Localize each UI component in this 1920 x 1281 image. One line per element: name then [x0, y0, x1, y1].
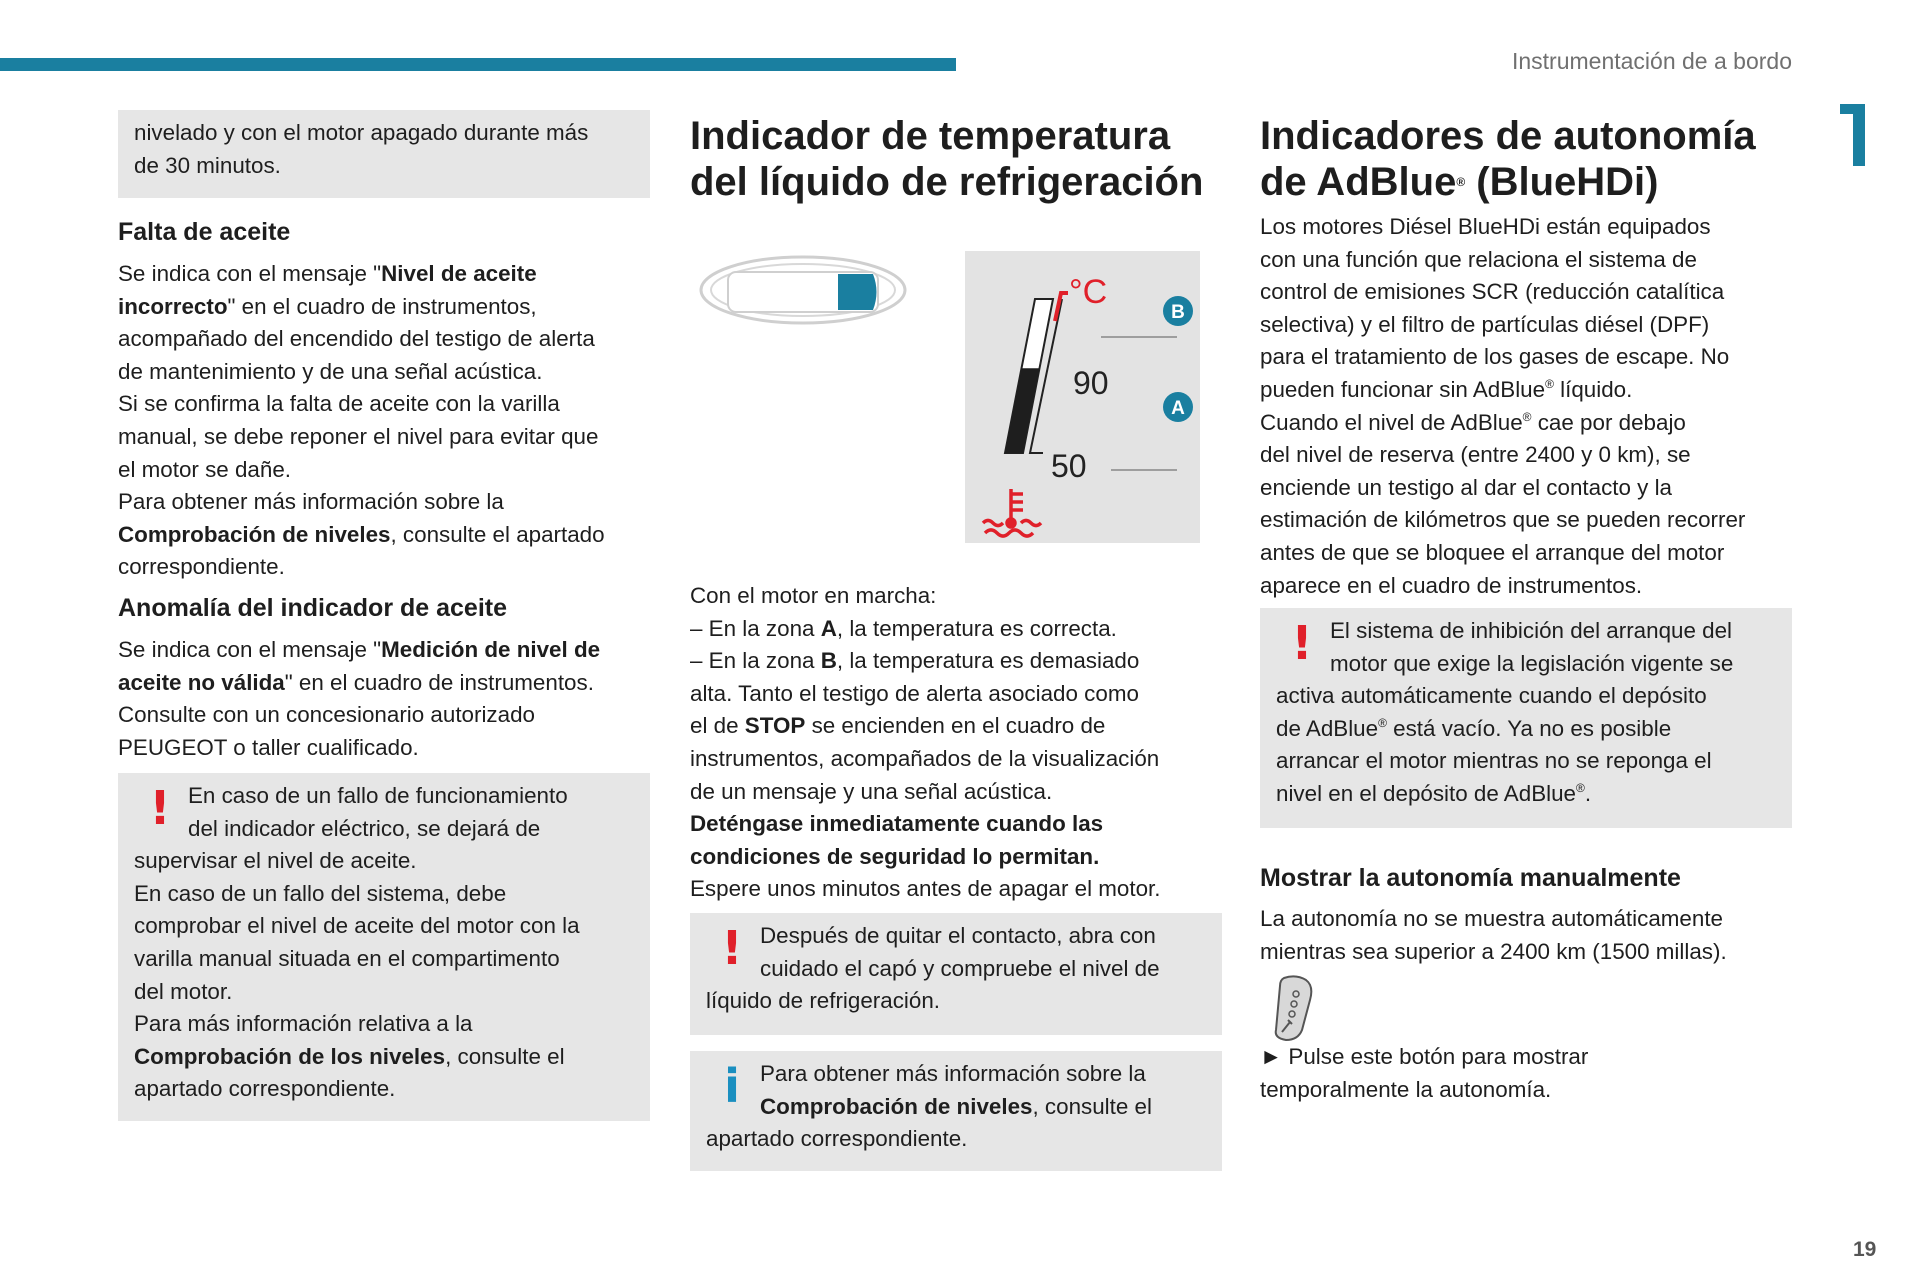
bold-text: Comprobación de los niveles	[134, 1043, 446, 1069]
zone-b-label: B	[1171, 302, 1185, 323]
text-line: de mantenimiento y de una señal acústica.	[118, 358, 543, 384]
text-span: Se indica con el mensaje "	[118, 261, 382, 286]
text-line: comprobar el nivel de aceite del motor con la	[134, 913, 580, 939]
text-line: del indicador eléctrico, se dejará de	[188, 815, 541, 841]
text-line	[706, 1091, 1206, 1124]
text-line	[118, 667, 600, 700]
warning-box-coolant	[690, 913, 1222, 1035]
text-span: (BlueHDi)	[1465, 160, 1659, 204]
zone-a-label: A	[1171, 398, 1185, 419]
paragraph-adblue	[1260, 211, 1745, 602]
cluster-highlight	[838, 274, 877, 310]
text-line: supervisar el nivel de aceite.	[134, 848, 417, 874]
text-span: líquido.	[1553, 376, 1633, 402]
text-line: enciende un testigo al dar el contacto y la	[1260, 474, 1673, 500]
paragraph-anomalia	[118, 634, 600, 764]
chapter-number-1	[1840, 104, 1865, 166]
text-line	[690, 710, 1161, 743]
text-line: Con el motor en marcha:	[690, 583, 937, 608]
text-span: pueden funcionar sin AdBlue	[1260, 376, 1546, 402]
text-line: del motor.	[134, 978, 233, 1004]
text-span: , consulte el	[1032, 1093, 1152, 1119]
text-line: activa automáticamente cuando el depósito	[1276, 683, 1707, 709]
registered-mark: ®	[1545, 376, 1554, 391]
bold-text: Deténgase inmediatamente cuando las	[690, 811, 1104, 837]
text-span: cae por debajo	[1531, 409, 1686, 435]
warning-text	[1276, 615, 1776, 811]
text-line	[690, 841, 1161, 874]
info-text	[706, 1058, 1206, 1156]
text-line: varilla manual situada en el compartimento	[134, 945, 560, 971]
text-line: Consulte con un concesionario autorizado	[118, 702, 535, 728]
text-span: Cuando el nivel de AdBlue	[1260, 409, 1523, 435]
instrument-cluster-illustration	[698, 252, 908, 332]
text-line	[118, 258, 605, 291]
gauge-tick-50: 50	[1051, 448, 1087, 484]
warning-box-oil	[118, 773, 650, 1121]
text-line: temporalmente la autonomía.	[1260, 1076, 1552, 1102]
text-line: mientras sea superior a 2400 km (1500 millas).	[1260, 938, 1727, 964]
text-line: nivelado y con el motor apagado durante más	[134, 120, 589, 145]
text-line: líquido de refrigeración.	[706, 988, 940, 1014]
text-line: PEUGEOT o taller cualificado.	[118, 734, 419, 760]
warning-text	[706, 920, 1206, 1018]
text-span: .	[1584, 780, 1592, 806]
text-line: instrumentos, acompañados de la visualización	[690, 745, 1160, 771]
text-line: Si se confirma la falta de aceite con la varilla	[118, 391, 560, 417]
text-span: de AdBlue	[1276, 715, 1379, 741]
text-span: " en el cuadro de instrumentos.	[284, 669, 594, 695]
text-line: En caso de un fallo del sistema, debe	[134, 880, 507, 906]
bold-text: Medición de nivel de	[381, 637, 601, 662]
info-box	[690, 1051, 1222, 1171]
warning-icon: !	[1291, 616, 1313, 670]
gauge-unit: °C	[1069, 273, 1108, 311]
bold-text: condiciones de seguridad lo permitan.	[690, 843, 1100, 869]
info-icon: i	[724, 1059, 740, 1113]
heading-manual-range: Mostrar la autonomía manualmente	[1260, 864, 1681, 892]
bold-text: STOP	[744, 713, 806, 739]
gauge-tick-90: 90	[1073, 365, 1109, 401]
text-span: Indicadores de autonomía	[1260, 114, 1756, 158]
text-line: aparece en el cuadro de instrumentos.	[1260, 572, 1643, 598]
text-span: , consulte el	[445, 1043, 565, 1069]
text-line: antes de que se bloquee el arranque del motor	[1260, 539, 1725, 565]
text-line: alta. Tanto el testigo de alerta asociado como	[690, 680, 1139, 706]
text-line: selectiva) y el filtro de partículas diésel (DPF)	[1260, 311, 1710, 337]
text-line	[1260, 374, 1745, 407]
warning-box-adblue	[1260, 608, 1792, 828]
text-line: El sistema de inhibición del arranque del	[1330, 618, 1733, 643]
text-line: el motor se dañe.	[118, 456, 292, 482]
text-span: – En la zona	[690, 615, 821, 641]
text-line: Para obtener más información sobre la	[760, 1061, 1146, 1086]
registered-mark: ®	[1456, 175, 1466, 189]
text-line	[1276, 713, 1776, 746]
bold-text: Nivel de aceite	[381, 261, 537, 286]
text-span: , la temperatura es demasiado	[836, 648, 1140, 674]
running-title: Instrumentación de a bordo	[1511, 48, 1792, 74]
text-span: " en el cuadro de instrumentos,	[227, 293, 537, 319]
text-line	[1260, 159, 1756, 205]
continuation-text	[134, 117, 634, 182]
text-span: , la temperatura es correcta.	[836, 615, 1117, 641]
text-line	[118, 291, 605, 324]
text-line: manual, se debe reponer el nivel para evitar que	[118, 423, 599, 449]
text-span: de AdBlue	[1260, 160, 1457, 204]
text-line: ► Pulse este botón para mostrar	[1260, 1044, 1589, 1069]
bold-text: Comprobación de niveles	[118, 521, 391, 547]
text-line: En caso de un fallo de funcionamiento	[188, 783, 568, 808]
text-line: correspondiente.	[118, 554, 285, 580]
text-line: para el tratamiento de los gases de escape. No	[1260, 344, 1730, 370]
text-line: Para obtener más información sobre la	[118, 489, 504, 515]
text-line: de 30 minutos.	[134, 152, 281, 178]
text-span: el de	[690, 713, 745, 739]
text-line: motor que exige la legislación vigente se	[1330, 650, 1734, 676]
text-line: arrancar el motor mientras no se reponga el	[1276, 748, 1712, 774]
text-line	[1260, 407, 1745, 440]
page-number: 19	[1853, 1238, 1877, 1261]
bold-text: A	[820, 615, 837, 641]
text-span: Se indica con el mensaje "	[118, 637, 382, 662]
text-line: La autonomía no se muestra automáticamente	[1260, 906, 1724, 931]
text-line	[1276, 778, 1776, 811]
text-line: acompañado del encendido del testigo de alerta	[118, 326, 595, 352]
text-line	[134, 1041, 634, 1074]
section-title-adblue	[1260, 113, 1756, 205]
registered-mark: ®	[1576, 780, 1585, 795]
paragraph-falta-aceite	[118, 258, 605, 584]
text-span: , consulte el apartado	[390, 521, 605, 547]
text-line: Para más información relativa a la	[134, 1011, 473, 1037]
text-line: de un mensaje y una señal acústica.	[690, 778, 1053, 804]
text-span: nivel en el depósito de AdBlue	[1276, 780, 1577, 806]
text-line	[118, 519, 605, 552]
text-line: del nivel de reserva (entre 2400 y 0 km), se	[1260, 442, 1691, 468]
warning-icon: !	[721, 921, 743, 975]
paragraph-manual-range	[1260, 903, 1727, 968]
bold-text: incorrecto	[118, 293, 228, 319]
text-line: del líquido de refrigeración	[690, 160, 1204, 204]
warning-text	[134, 780, 634, 1106]
text-line: con una función que relaciona el sistema de	[1260, 246, 1697, 272]
section-title-temperature	[690, 113, 1203, 205]
text-line: Espere unos minutos antes de apagar el motor.	[690, 876, 1161, 902]
registered-mark: ®	[1522, 409, 1532, 424]
text-line: control de emisiones SCR (reducción catalítica	[1260, 279, 1725, 305]
text-span: está vacío. Ya no es posible	[1386, 715, 1672, 741]
text-line: cuidado el capó y compruebe el nivel de	[760, 955, 1160, 981]
text-line: Después de quitar el contacto, abra con	[760, 923, 1156, 948]
text-line: apartado correspondiente.	[706, 1126, 968, 1152]
heading-anomalia: Anomalía del indicador de aceite	[118, 594, 508, 622]
temperature-gauge	[965, 251, 1200, 543]
range-button-icon	[1266, 974, 1318, 1044]
text-line: Indicador de temperatura	[690, 114, 1171, 158]
text-span: – En la zona	[690, 648, 821, 674]
warning-icon: !	[149, 781, 171, 835]
continuation-box	[118, 110, 650, 198]
text-span: se encienden en el cuadro de	[805, 713, 1106, 739]
bold-text: aceite no válida	[118, 669, 285, 695]
text-line: estimación de kilómetros que se pueden recorrer	[1260, 507, 1746, 533]
heading-falta-aceite: Falta de aceite	[118, 218, 291, 246]
text-line: apartado correspondiente.	[134, 1076, 396, 1102]
text-line	[690, 613, 1161, 646]
paragraph-temperature	[690, 580, 1161, 906]
registered-mark: ®	[1378, 715, 1387, 730]
text-line: Los motores Diésel BlueHDi están equipados	[1260, 214, 1711, 239]
text-line	[1260, 113, 1756, 159]
header-accent-bar	[0, 58, 956, 71]
text-line	[690, 645, 1161, 678]
bold-text: B	[820, 648, 837, 674]
bold-text: Comprobación de niveles	[760, 1093, 1033, 1119]
paragraph-press-button	[1260, 1041, 1588, 1106]
text-line	[118, 634, 600, 667]
text-line	[690, 808, 1161, 841]
